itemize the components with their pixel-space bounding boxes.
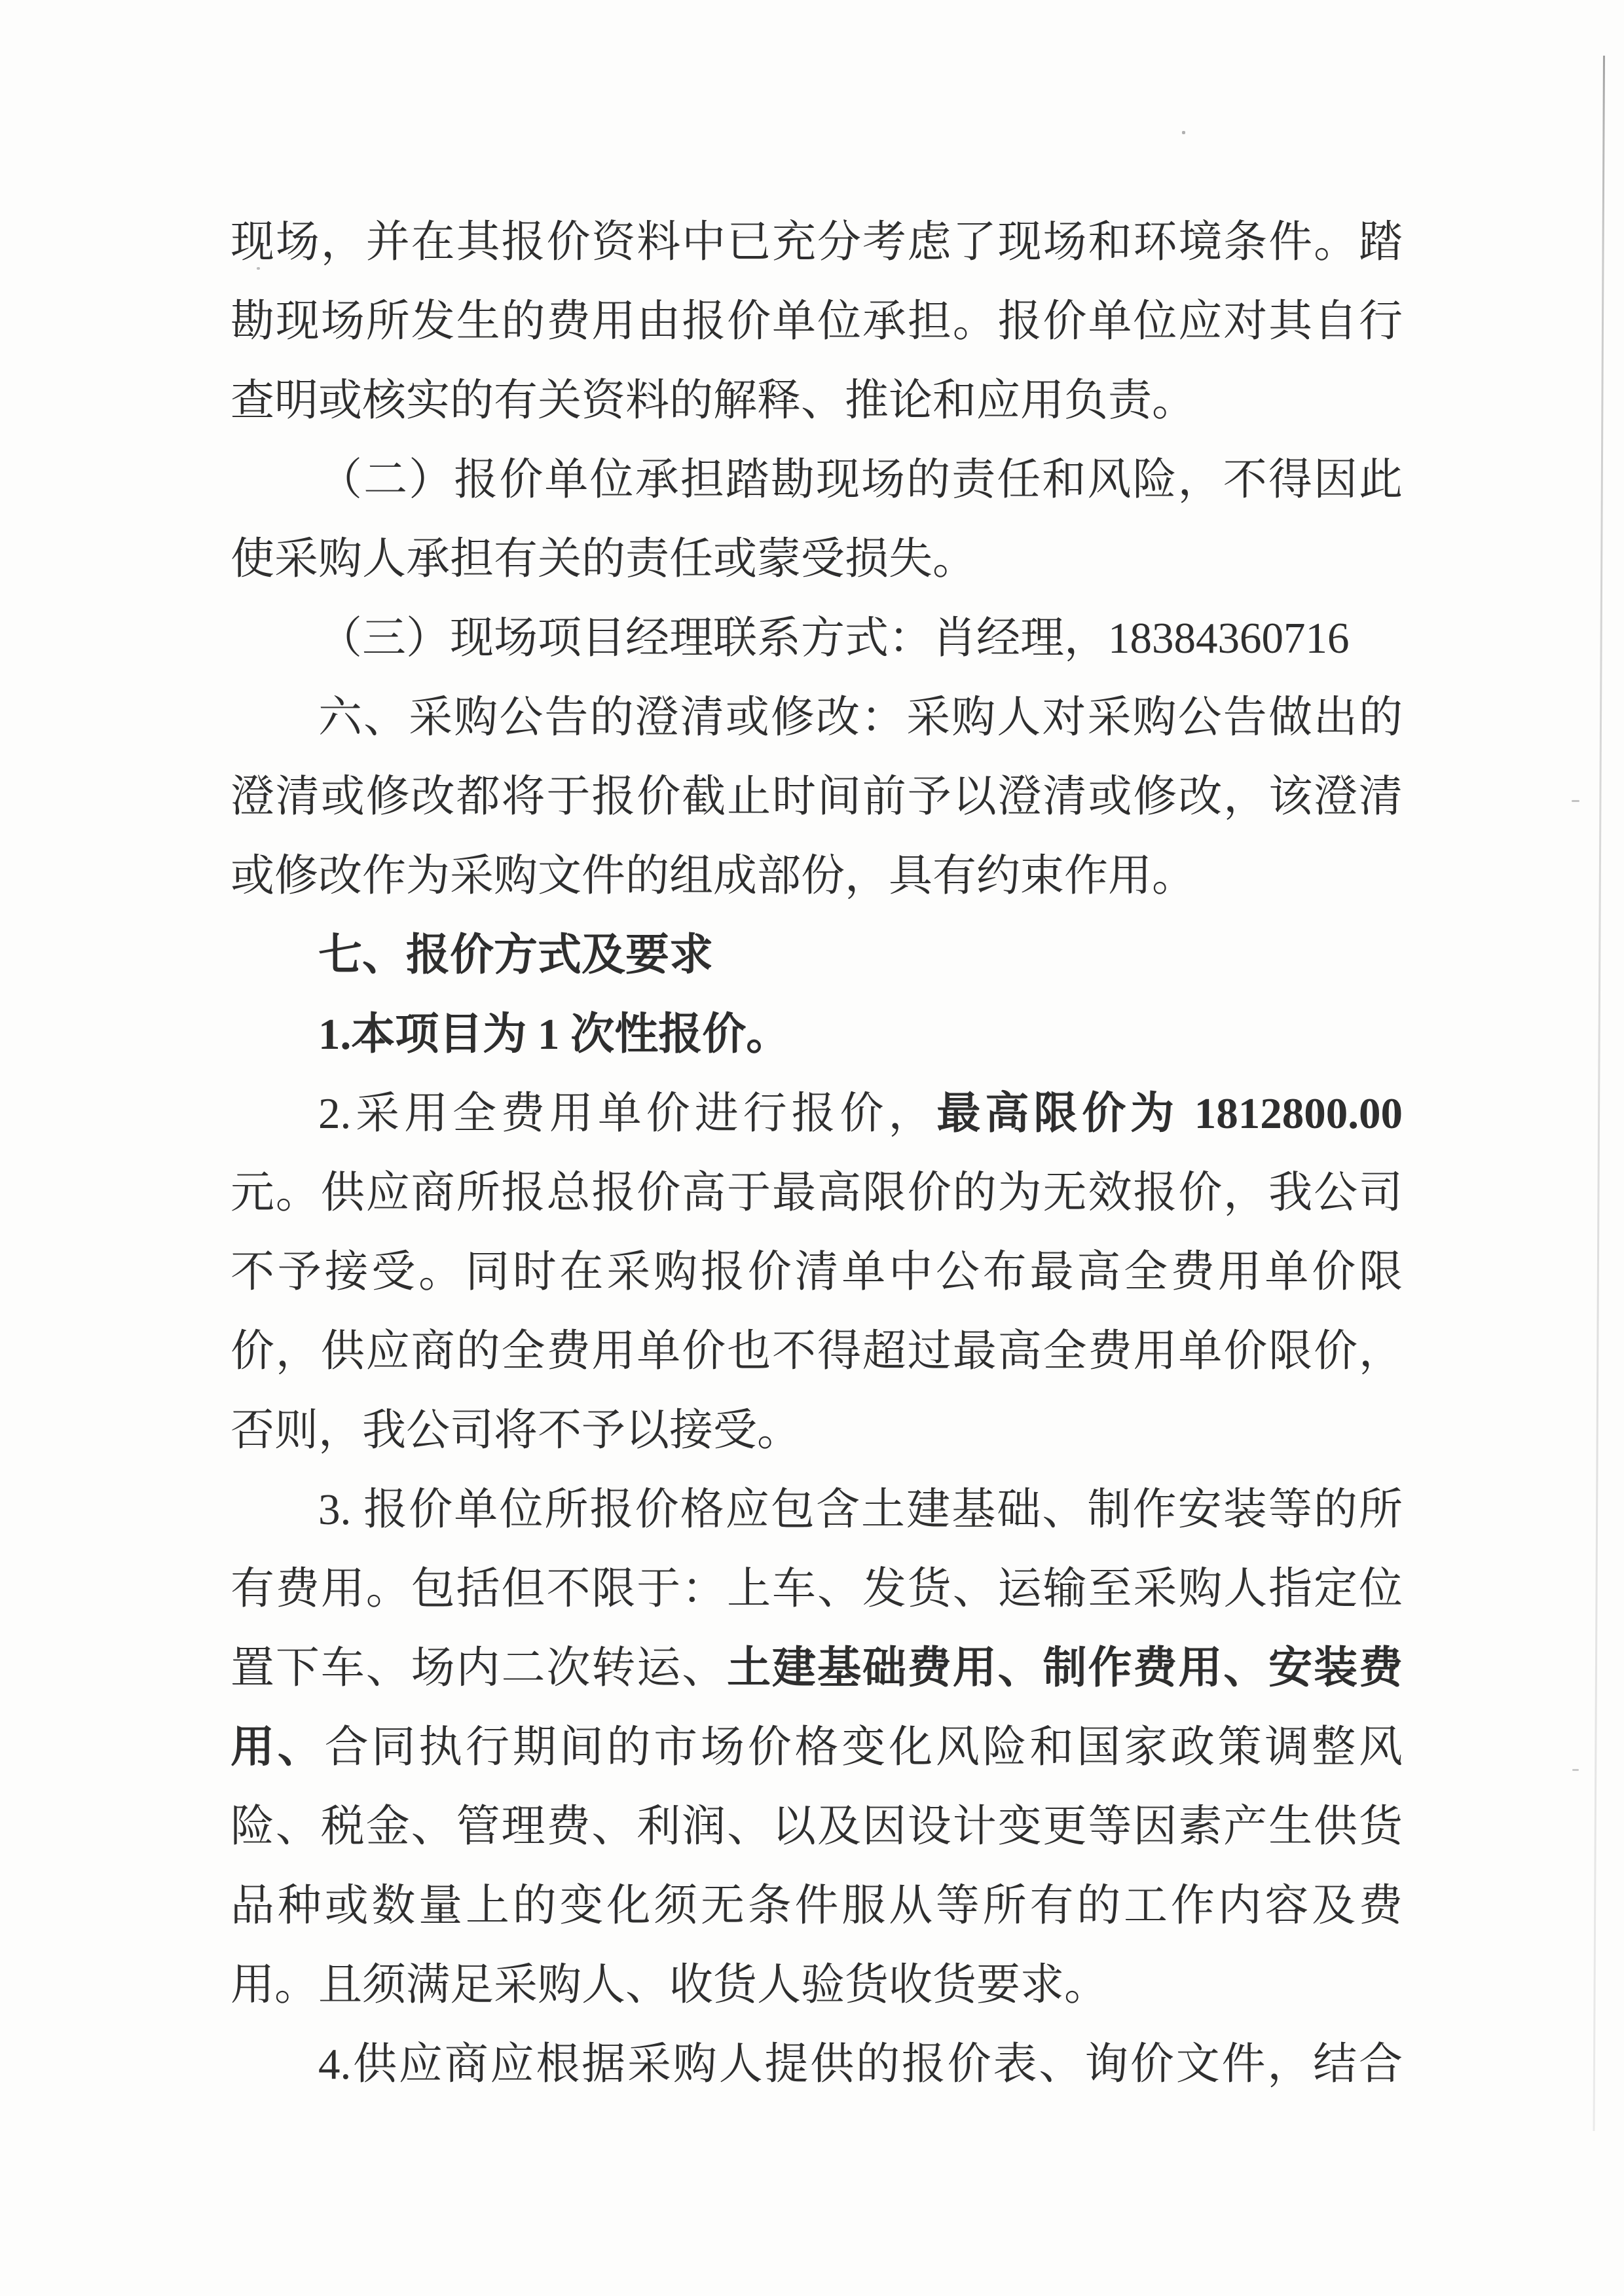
- text-segment: 4.供应商应根据采购人提供的报价表、询价文件，结合: [318, 2040, 1403, 2088]
- text-segment: 品种或数量上的变化须无条件服从等所有的工作内容及费: [231, 1882, 1403, 1930]
- scan-artifact-line: [1593, 56, 1605, 2131]
- text-segment: 查明或核实的有关资料的解释、推论和应用负责。: [231, 376, 1196, 425]
- text-segment: 现场，并在其报价资料中已充分考虑了现场和环境条件。踏: [231, 218, 1403, 266]
- text-line: [231, 1233, 1403, 1312]
- text-line: [231, 1946, 1403, 2025]
- text-segment: 使采购人承担有关的责任或蒙受损失。: [231, 535, 976, 583]
- text-line: [231, 1391, 1403, 1470]
- text-segment: 勘现场所发生的费用由报价单位承担。报价单位应对其自行: [231, 297, 1403, 346]
- text-line: [231, 757, 1403, 837]
- text-segment: 有费用。包括但不限于：上车、发货、运输至采购人指定位: [231, 1565, 1403, 1613]
- text-line: [231, 520, 1403, 599]
- text-segment: 2.采用全费用单价进行报价，: [318, 1089, 937, 1138]
- scan-speck: [257, 267, 260, 270]
- text-segment: 险、税金、管理费、利润、以及因设计变更等因素产生供货: [231, 1802, 1403, 1851]
- text-segment: 用。且须满足采购人、收货人验货收货要求。: [231, 1961, 1108, 2009]
- text-line: [231, 678, 1403, 757]
- text-line: [231, 361, 1403, 441]
- text-segment: 或修改作为采购文件的组成部份，具有约束作用。: [231, 852, 1196, 900]
- text-line: [231, 441, 1403, 520]
- bold-text-segment: 1.本项目为 1 次性报价。: [318, 1010, 790, 1059]
- text-segment: 置下车、场内二次转运、: [231, 1644, 728, 1692]
- text-line: [231, 1550, 1403, 1629]
- text-line: [231, 1154, 1403, 1233]
- text-segment: （三）现场项目经理联系方式：肖经理，: [318, 614, 1108, 663]
- bold-text-segment: 土建基础费用、制作费用、安装费: [727, 1644, 1403, 1692]
- text-line: [231, 916, 1403, 995]
- text-line: [231, 1867, 1403, 1946]
- text-segment: 否则，我公司将不予以接受。: [231, 1406, 801, 1455]
- text-segment: （二）报价单位承担踏勘现场的责任和风险，不得因此: [318, 456, 1403, 504]
- text-segment: 3. 报价单位所报价格应包含土建基础、制作安装等的所: [318, 1485, 1403, 1534]
- bold-text-segment: 最高限价为 1812800.00: [936, 1089, 1403, 1138]
- text-line: [231, 2025, 1403, 2104]
- bold-text-segment: 七、报价方式及要求: [318, 931, 713, 979]
- scan-speck: [1572, 1769, 1579, 1771]
- document-body: [231, 203, 1403, 2104]
- text-line: [231, 599, 1403, 678]
- text-line: [231, 1074, 1403, 1154]
- bold-text-segment: 用、: [231, 1723, 325, 1772]
- text-line: [231, 1708, 1403, 1787]
- text-line: [231, 1312, 1403, 1391]
- text-segment: 元。供应商所报总报价高于最高限价的为无效报价，我公司: [231, 1169, 1403, 1217]
- text-segment: 合同执行期间的市场价格变化风险和国家政策调整风: [324, 1723, 1403, 1772]
- text-line: [231, 1470, 1403, 1550]
- text-segment: 澄清或修改都将于报价截止时间前予以澄清或修改，该澄清: [231, 773, 1403, 821]
- text-line: [231, 1787, 1403, 1867]
- text-line: [231, 282, 1403, 361]
- text-segment: 价，供应商的全费用单价也不得超过最高全费用单价限价，: [231, 1327, 1403, 1376]
- text-line: [231, 1629, 1403, 1708]
- text-line: [231, 837, 1403, 916]
- text-line: [231, 203, 1403, 282]
- text-segment: 六、采购公告的澄清或修改：采购人对采购公告做出的: [318, 693, 1403, 742]
- text-segment: 18384360716: [1108, 614, 1350, 663]
- text-segment: 不予接受。同时在采购报价清单中公布最高全费用单价限: [231, 1248, 1403, 1296]
- scan-speck: [1572, 800, 1579, 802]
- text-line: [231, 995, 1403, 1074]
- scan-speck: [1182, 131, 1185, 134]
